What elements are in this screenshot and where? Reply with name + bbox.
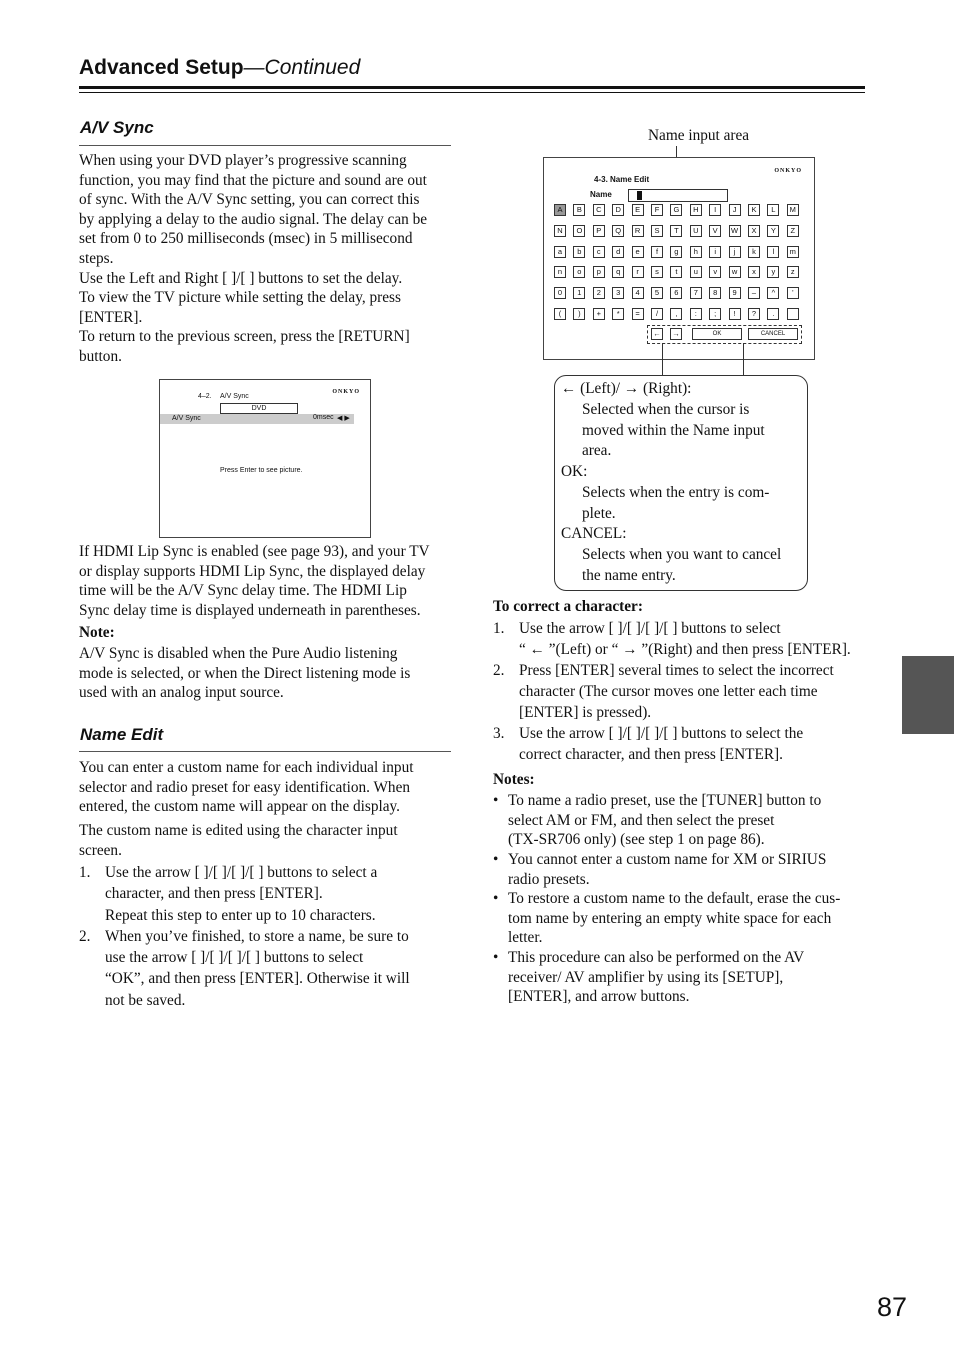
char-key[interactable]: t [670, 266, 682, 278]
step-text: character (The cursor moves one letter each time [519, 683, 818, 700]
text-line: time will be the A/V Sync delay time. The HDMI Lip [79, 582, 407, 600]
chapter-tab [902, 656, 954, 734]
name-edit-heading: Name Edit [80, 725, 164, 744]
char-key[interactable]: R [632, 225, 644, 237]
text-line: mode is selected, or when the Direct listening mode is [79, 664, 411, 682]
char-key[interactable]: 6 [670, 287, 682, 299]
text-line: Sync delay time is displayed underneath in parentheses. [79, 601, 421, 619]
char-key[interactable]: B [573, 204, 585, 216]
char-key[interactable]: L [767, 204, 779, 216]
av-sync-para1 [79, 151, 427, 367]
text-line: tom name by entering an empty white space for each [508, 909, 832, 927]
bullet: • [493, 890, 499, 907]
text-line: area. [582, 442, 612, 459]
av-sync-para4 [79, 542, 430, 620]
char-key[interactable]: Q [612, 225, 624, 237]
menu-number: 4–2. [198, 393, 212, 400]
char-key[interactable]: 7 [690, 287, 702, 299]
char-key[interactable]: ' [787, 287, 799, 299]
char-key[interactable]: F [651, 204, 663, 216]
text-line: by applying a delay to the audio signal. The delay can be [79, 210, 428, 228]
text-line: selector and radio preset for easy identification. When [79, 778, 411, 796]
char-key[interactable]: ^ [767, 287, 779, 299]
text-line: Selects when the entry is com- [582, 484, 770, 501]
section-rule [79, 751, 451, 752]
legend-box [554, 375, 808, 591]
char-key[interactable]: n [554, 266, 566, 278]
char-key[interactable]: v [709, 266, 721, 278]
char-key[interactable]: S [651, 225, 663, 237]
char-key[interactable]: W [729, 225, 741, 237]
char-key[interactable]: c [593, 246, 605, 258]
char-key[interactable]: g [670, 246, 682, 258]
char-key[interactable]: D [612, 204, 624, 216]
char-key[interactable]: u [690, 266, 702, 278]
note-item [508, 791, 821, 850]
text-line: function, you may find that the picture and sound are out [79, 171, 427, 189]
control-bar [647, 325, 802, 344]
row-value: 0msec [313, 414, 334, 421]
char-key[interactable]: K [748, 204, 760, 216]
name-edit-screen [543, 157, 815, 360]
char-key[interactable]: j [729, 246, 741, 258]
char-key[interactable]: 5 [651, 287, 663, 299]
av-sync-screen [159, 379, 371, 538]
av-sync-note [79, 644, 410, 703]
char-key[interactable]: h [690, 246, 702, 258]
text-line: Selects when you want to cancel [582, 546, 782, 563]
step-text: use the arrow [ ]/[ ]/[ ]/[ ] buttons to select [105, 949, 364, 966]
text-line: or display supports HDMI Lip Sync, the displayed delay [79, 562, 426, 580]
legend-left-right: ← (Left)/ → (Right): [561, 380, 692, 397]
step-text: correct character, and then press [ENTER]. [519, 746, 783, 763]
left-right-arrows-icon: ◀ ▶ [337, 415, 350, 422]
onkyo-logo: ONKYO [774, 168, 802, 174]
char-key[interactable]: . [767, 308, 779, 320]
page-number: 87 [876, 1292, 907, 1322]
text-line: This procedure can also be performed on the AV [508, 949, 805, 966]
text-line: entered, the custom name will appear on the display. [79, 798, 400, 816]
char-key[interactable]: T [670, 225, 682, 237]
notes-list [493, 791, 865, 1011]
char-key[interactable]: m [787, 246, 799, 258]
callout-line [662, 343, 663, 376]
char-key[interactable]: C [593, 204, 605, 216]
text-line: letter. [508, 929, 543, 947]
legend-left-right-desc [582, 400, 765, 462]
right-arrow-key[interactable]: → [670, 328, 682, 340]
char-key[interactable]: 8 [709, 287, 721, 299]
legend-cancel-desc [582, 545, 781, 586]
char-key[interactable]: 3 [612, 287, 624, 299]
cancel-button[interactable]: CANCEL [748, 328, 798, 340]
text-line: of sync. With the A/V Sync setting, you can correct this [79, 191, 420, 209]
text-line: If HDMI Lip Sync is enabled (see page 93), and your TV [79, 543, 430, 560]
char-key[interactable]: z [787, 266, 799, 278]
legend-ok-desc [582, 483, 769, 524]
char-key[interactable]: b [573, 246, 585, 258]
av-sync-row[interactable] [160, 414, 354, 424]
char-key[interactable]: q [612, 266, 624, 278]
char-key[interactable]: P [593, 225, 605, 237]
header-rule-thin [79, 92, 865, 93]
char-key[interactable]: Z [787, 225, 799, 237]
name-label: Name [590, 190, 612, 199]
callout-line [743, 343, 744, 376]
text-line: Selected when the cursor is [582, 401, 750, 418]
char-key[interactable]: X [748, 225, 760, 237]
char-key[interactable]: I [709, 204, 721, 216]
text-line: screen. [79, 841, 122, 859]
correct-steps [493, 618, 865, 768]
screen-title: 4-3. Name Edit [594, 175, 650, 184]
char-key[interactable]: E [632, 204, 644, 216]
text-line: To name a radio preset, use the [TUNER] button to [508, 792, 822, 809]
text-line: To return to the previous screen, press the [RETURN] [79, 328, 410, 346]
text-line: You can enter a custom name for each individual input [79, 759, 414, 776]
step-number: 1. [79, 864, 91, 881]
char-key[interactable]: ( [554, 308, 566, 320]
char-key[interactable]: r [632, 266, 644, 278]
left-arrow-key[interactable]: ← [651, 328, 663, 340]
char-key[interactable]: V [709, 225, 721, 237]
char-key[interactable]: – [748, 287, 760, 299]
char-key[interactable]: N [554, 225, 566, 237]
name-edit-steps [79, 862, 451, 1012]
header-title: Advanced Setup [79, 56, 244, 79]
step-number: 2. [493, 662, 505, 679]
step-text: “OK”, and then press [ENTER]. Otherwise it will [105, 970, 410, 987]
screen-hint: Press Enter to see picture. [220, 467, 303, 474]
char-key[interactable]: + [593, 308, 605, 320]
step-text: Press [ENTER] several times to select the incorrect [519, 662, 834, 679]
name-input-area-callout: Name input area [648, 127, 750, 144]
text-line: To restore a custom name to the default, erase the cus- [508, 890, 841, 907]
char-key[interactable]: J [729, 204, 741, 216]
step-text: [ENTER] is pressed). [519, 704, 652, 721]
char-key[interactable]: w [729, 266, 741, 278]
onkyo-logo: ONKYO [332, 389, 360, 395]
step-text: Repeat this step to enter up to 10 characters. [105, 907, 376, 924]
char-key[interactable]: O [573, 225, 585, 237]
text-line: moved within the Name input [582, 421, 765, 439]
step-text: Use the arrow [ ]/[ ]/[ ]/[ ] buttons to select the [519, 725, 804, 742]
step-number: 1. [493, 620, 505, 637]
text-line: steps. [79, 249, 114, 267]
char-key[interactable]: f [651, 246, 663, 258]
text-line: When using your DVD player’s progressive scanning [79, 152, 407, 169]
char-key[interactable]: : [690, 308, 702, 320]
text-line: receiver/ AV amplifier by using its [SETUP], [508, 968, 784, 986]
char-key[interactable]: ) [573, 308, 585, 320]
step-text: Use the arrow [ ]/[ ]/[ ]/[ ] buttons to select [519, 620, 781, 637]
text-line: A/V Sync is disabled when the Pure Audio listening [79, 645, 398, 662]
char-key[interactable]: d [612, 246, 624, 258]
name-edit-para1 [79, 758, 413, 817]
note-item [508, 948, 804, 1007]
char-key[interactable]: G [670, 204, 682, 216]
step-text: “ ← ”(Left) or “ → ”(Right) and then press [ENTER]. [519, 641, 851, 658]
char-key[interactable]: M [787, 204, 799, 216]
text-line: [ENTER]. [79, 308, 143, 326]
text-line: You cannot enter a custom name for XM or SIRIUS [508, 851, 827, 868]
note-item [508, 889, 840, 948]
char-key[interactable]: y [767, 266, 779, 278]
bullet: • [493, 851, 499, 868]
char-key[interactable]: o [573, 266, 585, 278]
name-input-field[interactable] [628, 189, 728, 202]
text-line: select AM or FM, and then select the preset [508, 811, 775, 829]
char-key[interactable]: A [554, 204, 566, 216]
text-line: plete. [582, 504, 616, 522]
char-key[interactable]: 4 [632, 287, 644, 299]
char-key[interactable]: i [709, 246, 721, 258]
name-edit-para2 [79, 821, 398, 860]
char-key[interactable]: l [767, 246, 779, 258]
char-key[interactable]: * [612, 308, 624, 320]
step-text: When you’ve finished, to store a name, be sure to [105, 928, 409, 945]
section-rule [79, 145, 451, 146]
text-line: To view the TV picture while setting the delay, press [79, 289, 401, 307]
step-text: not be saved. [105, 992, 186, 1009]
notes-heading: Notes: [493, 771, 535, 788]
legend-ok: OK: [561, 463, 588, 480]
char-key[interactable]: 2 [593, 287, 605, 299]
char-key[interactable]: U [690, 225, 702, 237]
char-key[interactable]: e [632, 246, 644, 258]
char-key[interactable]: ; [709, 308, 721, 320]
text-line: [ENTER], and arrow buttons. [508, 988, 690, 1006]
char-key[interactable]: / [651, 308, 663, 320]
text-line: set from 0 to 250 milliseconds (msec) in 5 millisecond [79, 230, 413, 248]
source-label: DVD [251, 405, 267, 412]
char-key[interactable]: 9 [729, 287, 741, 299]
ok-button[interactable]: OK [692, 328, 742, 340]
char-key[interactable]: , [670, 308, 682, 320]
av-sync-note-label: Note: [79, 624, 115, 641]
av-sync-heading: A/V Sync [80, 118, 154, 137]
text-line: The custom name is edited using the character input [79, 822, 398, 839]
page-header [79, 56, 360, 80]
char-key[interactable]: = [632, 308, 644, 320]
space-key[interactable] [787, 308, 799, 320]
text-line: button. [79, 347, 122, 365]
text-line: (TX-SR706 only) (see step 1 on page 86). [508, 831, 765, 849]
char-key[interactable]: 0 [554, 287, 566, 299]
text-line: radio presets. [508, 870, 590, 888]
char-key[interactable]: x [748, 266, 760, 278]
header-subtitle: —Continued [243, 56, 361, 79]
text-line: Use the Left and Right [ ]/[ ] buttons to set the delay. [79, 269, 403, 287]
char-key[interactable]: ? [748, 308, 760, 320]
source-box [220, 403, 298, 414]
char-key[interactable]: s [651, 266, 663, 278]
correct-heading: To correct a character: [493, 598, 643, 615]
legend-cancel: CANCEL: [561, 525, 627, 542]
step-number: 3. [493, 725, 505, 742]
char-key[interactable]: a [554, 246, 566, 258]
char-key[interactable]: 1 [573, 287, 585, 299]
step-text: character, and then press [ENTER]. [105, 885, 323, 902]
char-key[interactable]: H [690, 204, 702, 216]
note-item [508, 850, 826, 889]
step-number: 2. [79, 928, 91, 945]
text-cursor [637, 191, 642, 200]
step-text: Use the arrow [ ]/[ ]/[ ]/[ ] buttons to select a [105, 864, 378, 881]
row-label: A/V Sync [172, 415, 201, 422]
bullet: • [493, 949, 499, 966]
header-rule [79, 86, 865, 89]
menu-title: A/V Sync [220, 393, 249, 400]
char-key[interactable]: Y [767, 225, 779, 237]
bullet: • [493, 792, 499, 809]
char-key[interactable]: ! [729, 308, 741, 320]
text-line: used with an analog input source. [79, 684, 284, 702]
char-key[interactable]: p [593, 266, 605, 278]
char-key[interactable]: k [748, 246, 760, 258]
text-line: the name entry. [582, 566, 676, 584]
